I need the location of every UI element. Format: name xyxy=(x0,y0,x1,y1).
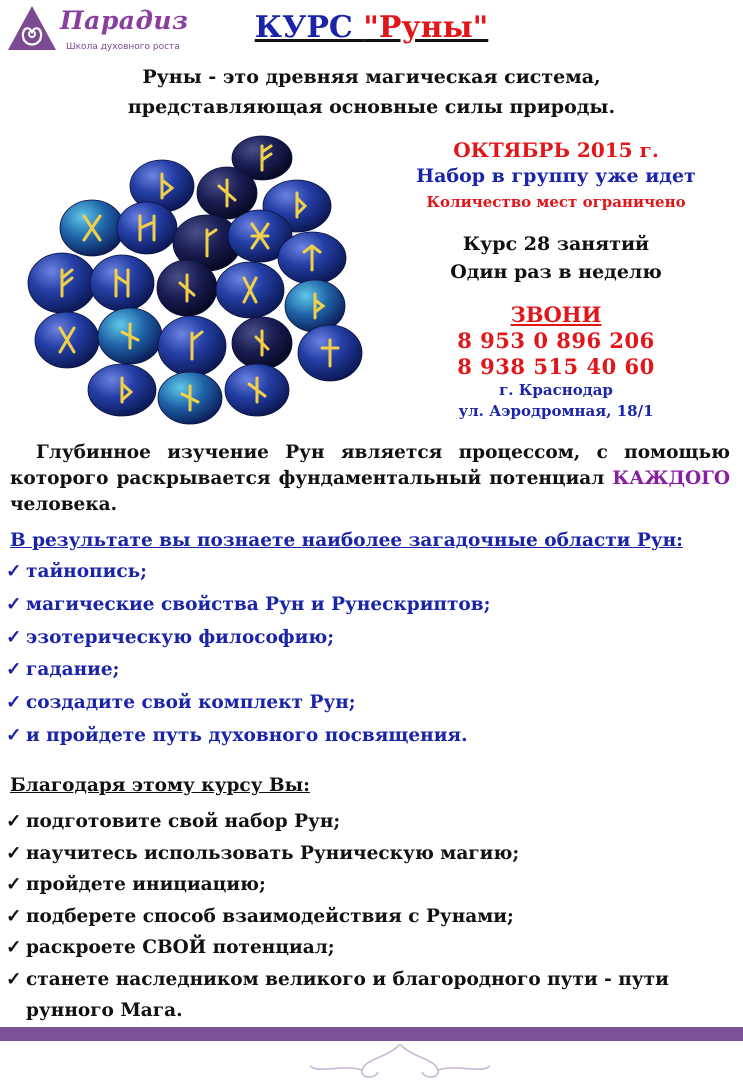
course-month: ОКТЯБРЬ 2015 г. xyxy=(453,138,659,162)
list-item xyxy=(6,561,490,594)
list-item-text: магические свойства Рун и Рунескриптов; xyxy=(26,593,491,615)
list-item xyxy=(6,869,731,901)
list-item-text: гадание; xyxy=(26,659,120,681)
check-icon: ✓ xyxy=(6,968,22,990)
list-item xyxy=(6,594,490,627)
intro-text-end: человека. xyxy=(10,494,118,515)
check-icon: ✓ xyxy=(6,724,22,746)
check-icon: ✓ xyxy=(6,811,22,832)
ornament-swirl-icon xyxy=(270,1044,530,1080)
list-item-text: научитесь использовать Руническую магию; xyxy=(26,842,520,864)
check-icon: ✓ xyxy=(6,842,22,864)
phone-number-2[interactable]: 8 938 515 40 60 xyxy=(457,354,655,379)
rune-stones-image xyxy=(12,128,380,428)
benefits-list xyxy=(6,806,731,1027)
subtitle-line-1: Руны - это древняя магическая система, xyxy=(142,66,601,88)
logo-subtitle: Школа духовного роста xyxy=(66,42,180,52)
title-prefix: КУРС xyxy=(254,10,364,45)
check-icon: ✓ xyxy=(6,561,22,582)
results-list xyxy=(6,561,490,758)
list-item xyxy=(6,964,731,1027)
check-icon: ✓ xyxy=(6,692,22,714)
limited-seats-text: Количество мест ограничено xyxy=(426,193,686,211)
subtitle-line-2: представляющая основные силы природы. xyxy=(127,96,616,118)
lessons-frequency: Один раз в неделю xyxy=(450,261,662,283)
lessons-count: Курс 28 занятий xyxy=(462,233,650,255)
list-item xyxy=(6,725,490,758)
list-item-text: станете наследником великого и благородного пути - пути рунного Мага. xyxy=(26,968,669,1021)
subtitle xyxy=(0,62,743,122)
footer-bar xyxy=(0,1027,743,1041)
list-item xyxy=(6,932,731,964)
page-title xyxy=(0,10,743,45)
list-item-text: подберете способ взаимодействия с Рунами; xyxy=(26,905,514,927)
intro-text: Глубинное изучение Рун является процессом, с помощью которого раскрывается фундаментальный потенциал xyxy=(10,442,730,489)
list-item xyxy=(6,901,731,933)
list-item xyxy=(6,692,490,725)
list-item xyxy=(6,838,731,870)
title-highlight: "Руны" xyxy=(363,10,489,45)
city: г. Краснодар xyxy=(499,381,613,399)
check-icon: ✓ xyxy=(6,905,22,927)
list-item-text: и пройдете путь духовного посвящения. xyxy=(26,724,468,746)
phone-number-1[interactable]: 8 953 0 896 206 xyxy=(457,328,655,353)
logo-name: Парадиз xyxy=(60,6,189,35)
benefits-heading: Благодаря этому курсу Вы: xyxy=(10,775,310,796)
check-icon: ✓ xyxy=(6,874,22,895)
check-icon: ✓ xyxy=(6,659,22,681)
lessons-info xyxy=(382,230,730,286)
check-icon: ✓ xyxy=(6,626,22,648)
list-item-text: создадите свой комплект Рун; xyxy=(26,692,356,714)
list-item-text: подготовите свой набор Рун; xyxy=(26,811,341,832)
check-icon: ✓ xyxy=(6,937,22,958)
check-icon: ✓ xyxy=(6,593,22,615)
list-item-text: раскроете СВОЙ потенциал; xyxy=(26,937,335,958)
list-item xyxy=(6,627,490,660)
address: ул. Аэродромная, 18/1 xyxy=(458,402,654,420)
list-item xyxy=(6,659,490,692)
list-item-text: пройдете инициацию; xyxy=(26,874,266,895)
results-heading: В результате вы познаете наиболее загадочные области Рун: xyxy=(10,530,683,551)
intro-accent: КАЖДОГО xyxy=(612,468,730,489)
list-item-text: эзотерическую философию; xyxy=(26,626,335,648)
recruiting-text: Набор в группу уже идет xyxy=(416,165,696,187)
list-item-text: тайнопись; xyxy=(26,561,147,582)
call-label: ЗВОНИ xyxy=(510,302,602,327)
intro-paragraph xyxy=(10,440,730,518)
list-item xyxy=(6,806,731,838)
